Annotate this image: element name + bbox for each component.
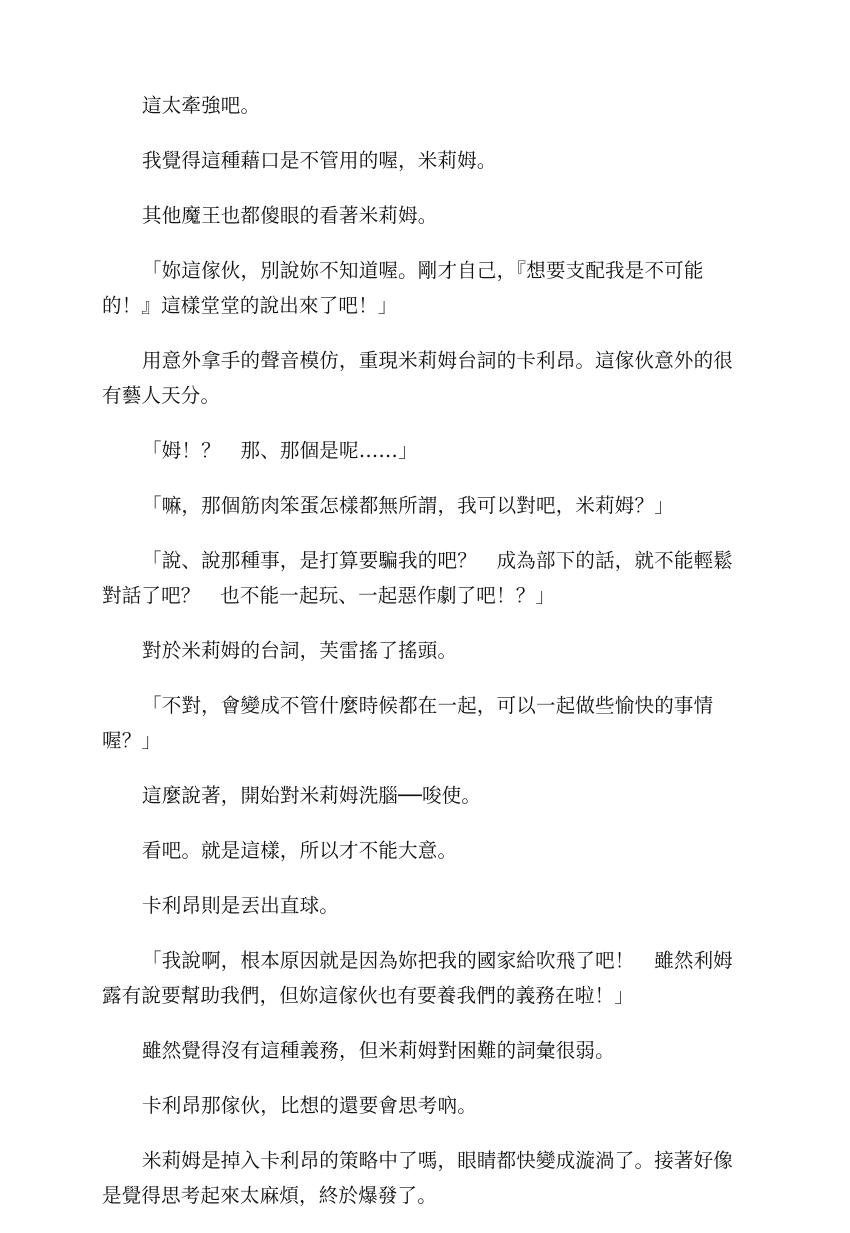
paragraph: 雖然覺得沒有這種義務，但米莉姆對困難的詞彙很弱。	[142, 1039, 615, 1062]
paragraph: 「嘛，那個筋肉笨蛋怎樣都無所謂，我可以對吧，米莉姆？」	[142, 494, 674, 517]
paragraph: 米莉姆是掉入卡利昂的策略中了嗎，眼睛都快變成漩渦了。接著好像是覺得思考起來太麻煩，終於爆發了。	[102, 1149, 734, 1207]
paragraph: 這麼說著，開始對米莉姆洗腦──唆使。	[142, 784, 482, 807]
paragraph: 看吧。就是這樣，所以才不能大意。	[142, 839, 458, 862]
paragraph: 「妳這傢伙，別說妳不知道喔。剛才自己，『想要支配我是不可能的！』這樣堂堂的說出來了吧！」	[102, 259, 704, 317]
paragraph: 「姆！？ 那、那個是呢……」	[142, 439, 418, 462]
paragraph: 用意外拿手的聲音模仿，重現米莉姆台詞的卡利昂。這傢伙意外的很有藝人天分。	[102, 349, 734, 407]
paragraph: 「不對，會變成不管什麼時候都在一起，可以一起做些愉快的事情喔？」	[102, 694, 714, 752]
paragraph: 這太牽強吧。	[142, 94, 261, 117]
paragraph: 對於米莉姆的台詞，芙雷搖了搖頭。	[142, 639, 458, 662]
paragraph: 「說、說那種事，是打算要騙我的吧？ 成為部下的話，就不能輕鬆對話了吧？ 也不能一起玩、一起惡作劇了吧！？」	[102, 549, 734, 607]
document-page	[102, 88, 748, 1233]
paragraph: 卡利昂則是丟出直球。	[142, 894, 340, 917]
paragraph: 卡利昂那傢伙，比想的還要會思考吶。	[142, 1094, 477, 1117]
paragraph: 「我說啊，根本原因就是因為妳把我的國家給吹飛了吧！ 雖然利姆露有說要幫助我們，但妳這傢伙也有要養我們的義務在啦！」	[102, 949, 734, 1007]
paragraph: 我覺得這種藉口是不管用的喔，米莉姆。	[142, 149, 497, 172]
paragraph: 其他魔王也都傻眼的看著米莉姆。	[142, 204, 438, 227]
